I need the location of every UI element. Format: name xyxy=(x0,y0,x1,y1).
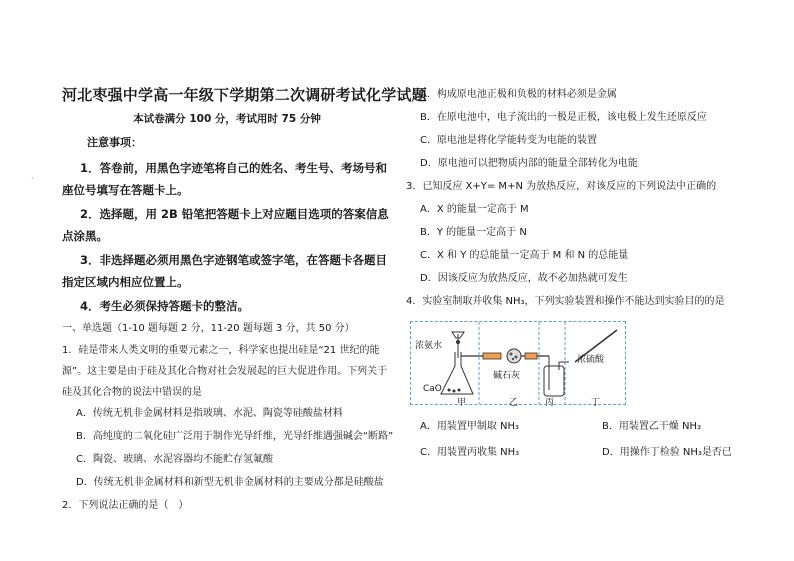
question-3-option-d: D．因该反应为放热反应，故不必加热就可发生 xyxy=(420,273,628,284)
notice-item: 2．选择题，用 2B 铅笔把答题卡上对应题目选项的答案信息点涂黑。 xyxy=(62,207,389,243)
section-heading: 一、单选题（1-10 题每题 2 分，11-20 题每题 3 分，共 50 分） xyxy=(62,323,355,334)
exam-subtitle: 本试卷满分 100 分，考试用时 75 分钟 xyxy=(133,113,321,125)
apparatus-diagram xyxy=(410,321,626,408)
question-4-stem: 4．实验室制取并收集 NH₃，下列实验装置和操作不能达到实验目的的是 xyxy=(406,296,725,307)
question-1-option-a: A．传统无机非金属材料是指玻璃、水泥、陶瓷等硅酸盐材料 xyxy=(76,408,343,419)
question-1-option-d: D．传统无机非金属材料和新型无机非金属材料的主要成分都是硅酸盐 xyxy=(76,477,384,488)
label-acid: 浓硫酸 xyxy=(577,355,605,365)
question-3-stem: 3．已知反应 X+Y= M+N 为放热反应，对该反应的下列说法中正确的 xyxy=(406,181,717,192)
question-2-option-a: A．构成原电池正极和负极的材料必须是金属 xyxy=(420,89,617,100)
notice-heading: 注意事项： xyxy=(87,136,142,149)
notice-item: 1．答卷前，用黑色字迹笔将自己的姓名、考生号、考场号和座位号填写在答题卡上。 xyxy=(62,161,387,197)
right-column xyxy=(406,84,746,461)
question-4-options xyxy=(406,409,746,461)
question-2-option-d: D．原电池可以把物质内部的能量全部转化为电能 xyxy=(420,158,638,169)
question-1-option-b: B．高纯度的二氧化硅广泛用于制作光导纤维，光导纤维遇强碱会“断路” xyxy=(76,431,394,442)
margin-mark: · xyxy=(31,174,34,183)
notice-item: 3．非选择题必须用黑色字迹钢笔或签字笔，在答题卡各题目指定区域内相应位置上。 xyxy=(62,253,387,289)
question-4-option-a: A．用装置甲制取 NH₃ xyxy=(420,421,520,432)
label-ding: 丁 xyxy=(591,398,601,408)
question-4-option-d: D．用操作丁检验 NH₃是否已 xyxy=(602,447,732,458)
question-2-stem: 2．下列说法正确的是（ ） xyxy=(62,500,189,511)
question-4-option-b: B．用装置乙干燥 NH₃ xyxy=(602,421,702,432)
label-soda-lime: 碱石灰 xyxy=(493,371,521,381)
question-3-option-c: C．X 和 Y 的总能量一定高于 M 和 N 的总能量 xyxy=(420,250,629,261)
label-bing: 丙 xyxy=(545,398,555,408)
question-2-option-c: C．原电池是将化学能转变为电能的装置 xyxy=(420,135,597,146)
question-4-option-c: C．用装置丙收集 NH₃ xyxy=(420,447,520,458)
label-ammonia: 浓氨水 xyxy=(415,341,443,351)
exam-title: 河北枣强中学高一年级下学期第二次调研考试化学试题 xyxy=(62,86,427,104)
question-1-stem: 1．硅是带来人类文明的重要元素之一，科学家也提出硅是“21 世纪的能源”。这主要是由于硅及其化合物对社会发展起的巨大促进作用。下列关于硅及其化合物的说法中错误的是 xyxy=(62,345,388,398)
label-yi: 乙 xyxy=(509,398,519,408)
question-3-option-a: A．X 的能量一定高于 M xyxy=(420,204,529,215)
label-cao: CaO xyxy=(423,384,442,394)
question-3-option-b: B．Y 的能量一定高于 N xyxy=(420,227,527,238)
left-column xyxy=(62,84,427,516)
notice-item: 4．考生必须保持答题卡的整洁。 xyxy=(80,299,249,313)
question-1-option-c: C．陶瓷、玻璃、水泥容器均不能贮存氢氟酸 xyxy=(76,454,273,465)
label-jia: 甲 xyxy=(457,398,467,408)
question-2-option-b: B．在原电池中，电子流出的一极是正极，该电极上发生还原反应 xyxy=(420,112,707,123)
